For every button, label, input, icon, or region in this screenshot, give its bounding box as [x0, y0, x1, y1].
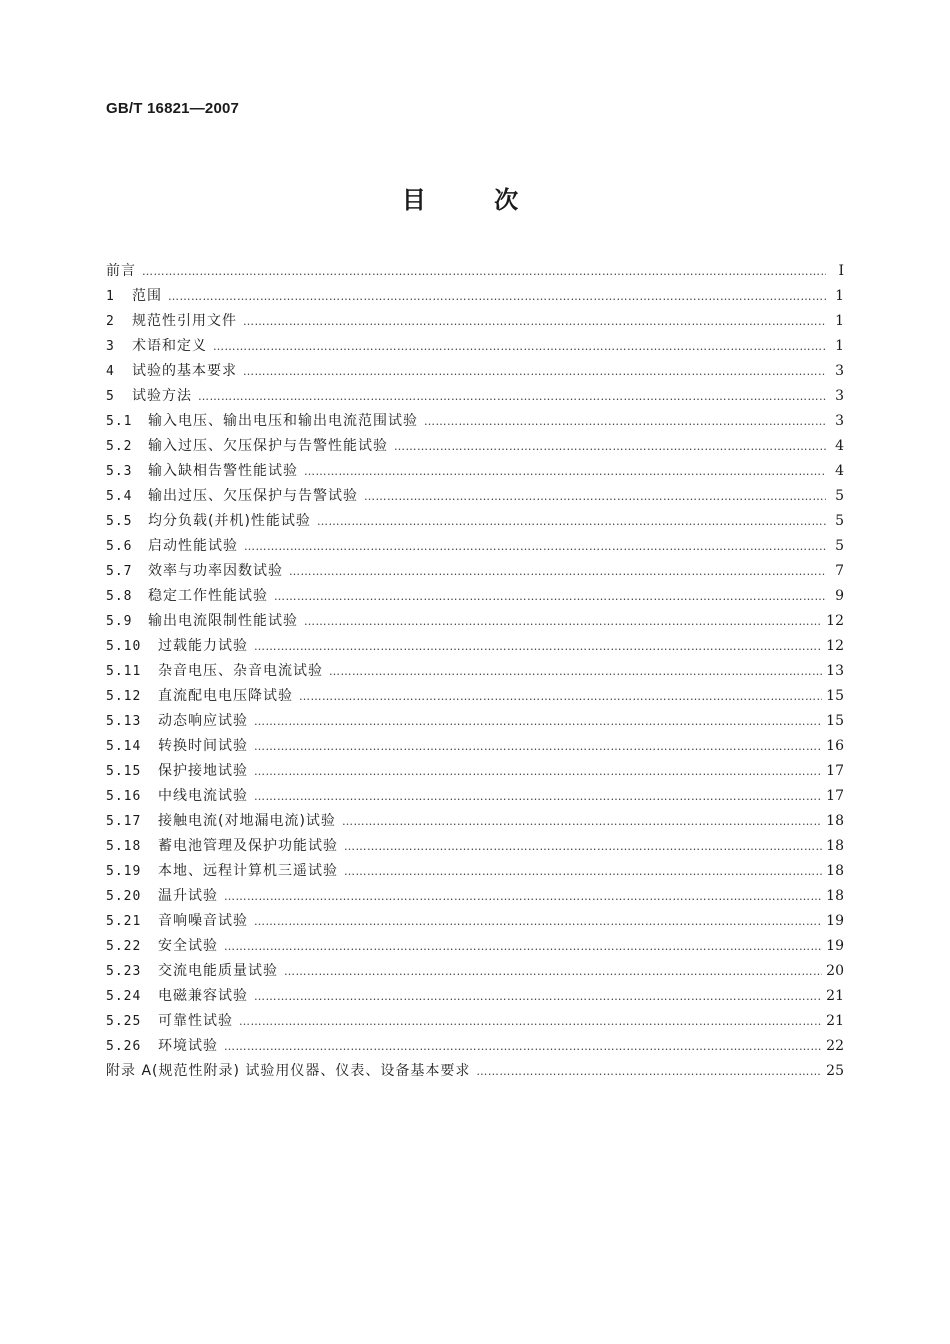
toc-leader-dots [289, 559, 826, 584]
toc-leader-dots [304, 609, 822, 634]
toc-entry-number: 4 [106, 364, 115, 379]
toc-entry[interactable] [106, 584, 844, 609]
toc-leader-dots [424, 409, 826, 434]
toc-entry[interactable] [106, 409, 844, 434]
toc-entry-number: 5.4 [106, 489, 133, 504]
toc-entry-page: 5 [835, 513, 844, 529]
page-title: 目 次 [401, 186, 549, 214]
toc-entry-label: 本地、远程计算机三遥试验 [158, 863, 338, 879]
toc-leader-dots [224, 1034, 822, 1059]
toc-entry[interactable] [106, 334, 844, 359]
toc-entry-number: 5.23 [106, 964, 142, 979]
toc-entry-label: 输入缺相告警性能试验 [148, 463, 298, 479]
toc-entry-page: 3 [835, 388, 844, 404]
toc-entry-number: 5 [106, 389, 115, 404]
toc-leader-dots [254, 784, 822, 809]
toc-entry-page: 7 [835, 563, 844, 579]
standard-code: GB/T 16821—2007 [106, 100, 240, 117]
toc-entry-label: 过载能力试验 [158, 638, 248, 654]
toc-entry[interactable] [106, 609, 844, 634]
toc-leader-dots [364, 484, 826, 509]
toc-entry-label: 试验的基本要求 [132, 363, 237, 379]
toc-entry-label: 接触电流(对地漏电流)试验 [158, 813, 336, 829]
toc-leader-dots [342, 809, 822, 834]
toc-entry-label: 可靠性试验 [158, 1013, 233, 1029]
toc-entry[interactable] [106, 684, 844, 709]
toc-entry[interactable] [106, 759, 844, 784]
toc-entry[interactable] [106, 884, 844, 909]
toc-entry-number: 5.16 [106, 789, 142, 804]
toc-entry-number: 5.18 [106, 839, 142, 854]
toc-entry-page: 3 [835, 413, 844, 429]
toc-entry[interactable] [106, 284, 844, 309]
toc-entry-label: 直流配电电压降试验 [158, 688, 293, 704]
toc-leader-dots [344, 859, 822, 884]
toc-leader-dots [299, 684, 822, 709]
toc-entry-number: 5.11 [106, 664, 142, 679]
toc-entry-page: 21 [826, 1013, 844, 1029]
toc-entry[interactable] [106, 984, 844, 1009]
toc-entry-number: 5.15 [106, 764, 142, 779]
toc-leader-dots [239, 1009, 822, 1034]
toc-entry[interactable] [106, 559, 844, 584]
toc-entry-page: 16 [826, 738, 844, 754]
toc-leader-dots [254, 634, 822, 659]
toc-entry-label: 动态响应试验 [158, 713, 248, 729]
toc-entry-number: 5.1 [106, 414, 133, 429]
toc-entry-label: 均分负载(并机)性能试验 [148, 513, 311, 529]
toc-entry[interactable] [106, 484, 844, 509]
toc-entry[interactable] [106, 659, 844, 684]
toc-entry-page: 1 [835, 338, 844, 354]
toc-leader-dots [274, 584, 826, 609]
toc-leader-dots [244, 534, 826, 559]
toc-entry[interactable] [106, 1034, 844, 1059]
toc-entry-number: 5.21 [106, 914, 142, 929]
toc-entry-number: 2 [106, 314, 115, 329]
toc-leader-dots [224, 884, 822, 909]
toc-entry-number: 5.22 [106, 939, 142, 954]
toc-entry-page: 20 [826, 963, 844, 979]
toc-entry-page: 13 [826, 663, 844, 679]
toc-entry-number: 5.13 [106, 714, 142, 729]
toc-entry-page: 9 [835, 588, 844, 604]
toc-entry-label: 输入过压、欠压保护与告警性能试验 [148, 438, 388, 454]
toc-entry[interactable] [106, 534, 844, 559]
toc-entry-number: 5.8 [106, 589, 133, 604]
toc-entry-page: 18 [826, 813, 844, 829]
toc-entry-page: 3 [835, 363, 844, 379]
toc-entry-number: 5.3 [106, 464, 133, 479]
toc-leader-dots [317, 509, 826, 534]
toc-entry-label: 安全试验 [158, 938, 218, 954]
toc-entry-number: 5.25 [106, 1014, 142, 1029]
toc-entry-number: 5.26 [106, 1039, 142, 1054]
toc-entry-number: 5.5 [106, 514, 133, 529]
toc-entry-number: 5.2 [106, 439, 133, 454]
toc-entry-number: 5.19 [106, 864, 142, 879]
toc-leader-dots [344, 834, 822, 859]
toc-entry-page: 4 [835, 438, 844, 454]
toc-entry[interactable] [106, 859, 844, 884]
toc-entry[interactable] [106, 909, 844, 934]
toc-leader-dots [476, 1059, 822, 1084]
toc-leader-dots [224, 934, 822, 959]
toc-entry[interactable] [106, 309, 844, 334]
toc-entry-page: 21 [826, 988, 844, 1004]
toc-entry-label: 电磁兼容试验 [158, 988, 248, 1004]
toc-entry-page: 12 [826, 638, 844, 654]
toc-entry-number: 5.7 [106, 564, 133, 579]
toc-entry-page: 18 [826, 888, 844, 904]
toc-entry-label: 输出过压、欠压保护与告警试验 [148, 488, 358, 504]
toc-leader-dots [142, 259, 826, 284]
toc-leader-dots [213, 334, 826, 359]
toc-entry-page: 25 [826, 1063, 844, 1079]
toc-entry[interactable] [106, 509, 844, 534]
toc-entry-label: 转换时间试验 [158, 738, 248, 754]
toc-entry-label: 前言 [106, 263, 136, 279]
toc-leader-dots [304, 459, 826, 484]
toc-entry-page: 5 [835, 538, 844, 554]
toc-entry-label: 稳定工作性能试验 [148, 588, 268, 604]
toc-entry-page: 1 [835, 313, 844, 329]
toc-leader-dots [243, 309, 826, 334]
toc-entry-label: 交流电能质量试验 [158, 963, 278, 979]
toc-leader-dots [254, 709, 822, 734]
toc-entry-page: 18 [826, 838, 844, 854]
toc-entry-number: 5.24 [106, 989, 142, 1004]
toc-entry-label: 规范性引用文件 [132, 313, 237, 329]
toc-entry-page: 19 [826, 913, 844, 929]
toc-entry-number: 5.6 [106, 539, 133, 554]
toc-entry[interactable] [106, 709, 844, 734]
toc-entry-page: Ⅰ [838, 263, 844, 279]
toc-entry-page: 17 [826, 788, 844, 804]
toc-entry-page: 4 [835, 463, 844, 479]
toc-leader-dots [198, 384, 826, 409]
toc-entry[interactable] [106, 959, 844, 984]
toc-leader-dots [254, 909, 822, 934]
toc-leader-dots [168, 284, 826, 309]
toc-entry-label: 杂音电压、杂音电流试验 [158, 663, 323, 679]
toc-entry-number: 5.10 [106, 639, 142, 654]
toc-entry-number: 1 [106, 289, 115, 304]
toc-entry-label: 效率与功率因数试验 [148, 563, 283, 579]
toc-entry[interactable] [106, 434, 844, 459]
toc-entry-page: 19 [826, 938, 844, 954]
toc-entry-number: 5.14 [106, 739, 142, 754]
toc-entry-label: 输出电流限制性能试验 [148, 613, 298, 629]
toc-entry-page: 15 [826, 713, 844, 729]
toc-leader-dots [394, 434, 826, 459]
toc-leader-dots [329, 659, 822, 684]
toc-entry-label: 中线电流试验 [158, 788, 248, 804]
toc-entry-number: 5.20 [106, 889, 142, 904]
toc-entry-label: 术语和定义 [132, 338, 207, 354]
toc-leader-dots [254, 734, 822, 759]
toc-entry-label: 输入电压、输出电压和输出电流范围试验 [148, 413, 418, 429]
toc-entry[interactable] [106, 784, 844, 809]
toc-entry-label: 温升试验 [158, 888, 218, 904]
toc-entry[interactable] [106, 459, 844, 484]
table-of-contents [106, 259, 844, 1084]
toc-entry[interactable] [106, 359, 844, 384]
toc-entry-page: 5 [835, 488, 844, 504]
toc-entry[interactable] [106, 1009, 844, 1034]
toc-entry-number: 5.9 [106, 614, 133, 629]
toc-entry-label: 范围 [132, 288, 162, 304]
toc-entry-page: 12 [826, 613, 844, 629]
toc-entry-label: 保护接地试验 [158, 763, 248, 779]
toc-entry-page: 1 [835, 288, 844, 304]
toc-entry-page: 22 [826, 1038, 844, 1054]
toc-leader-dots [254, 984, 822, 1009]
toc-entry[interactable] [106, 1059, 844, 1084]
toc-entry[interactable] [106, 259, 844, 284]
toc-leader-dots [254, 759, 822, 784]
toc-entry[interactable] [106, 384, 844, 409]
toc-entry[interactable] [106, 734, 844, 759]
toc-entry[interactable] [106, 634, 844, 659]
toc-entry[interactable] [106, 809, 844, 834]
toc-entry-page: 18 [826, 863, 844, 879]
toc-entry-label: 环境试验 [158, 1038, 218, 1054]
toc-entry-label: 启动性能试验 [148, 538, 238, 554]
toc-entry-page: 15 [826, 688, 844, 704]
toc-entry-label: 试验方法 [132, 388, 192, 404]
toc-leader-dots [284, 959, 822, 984]
toc-entry-number: 5.17 [106, 814, 142, 829]
toc-entry[interactable] [106, 934, 844, 959]
toc-entry-number: 5.12 [106, 689, 142, 704]
toc-entry-page: 17 [826, 763, 844, 779]
toc-entry-label: 蓄电池管理及保护功能试验 [158, 838, 338, 854]
toc-entry-label: 音响噪音试验 [158, 913, 248, 929]
toc-leader-dots [243, 359, 826, 384]
toc-entry-number: 3 [106, 339, 115, 354]
toc-entry[interactable] [106, 834, 844, 859]
toc-entry-label: 附录 A(规范性附录) 试验用仪器、仪表、设备基本要求 [106, 1063, 471, 1079]
